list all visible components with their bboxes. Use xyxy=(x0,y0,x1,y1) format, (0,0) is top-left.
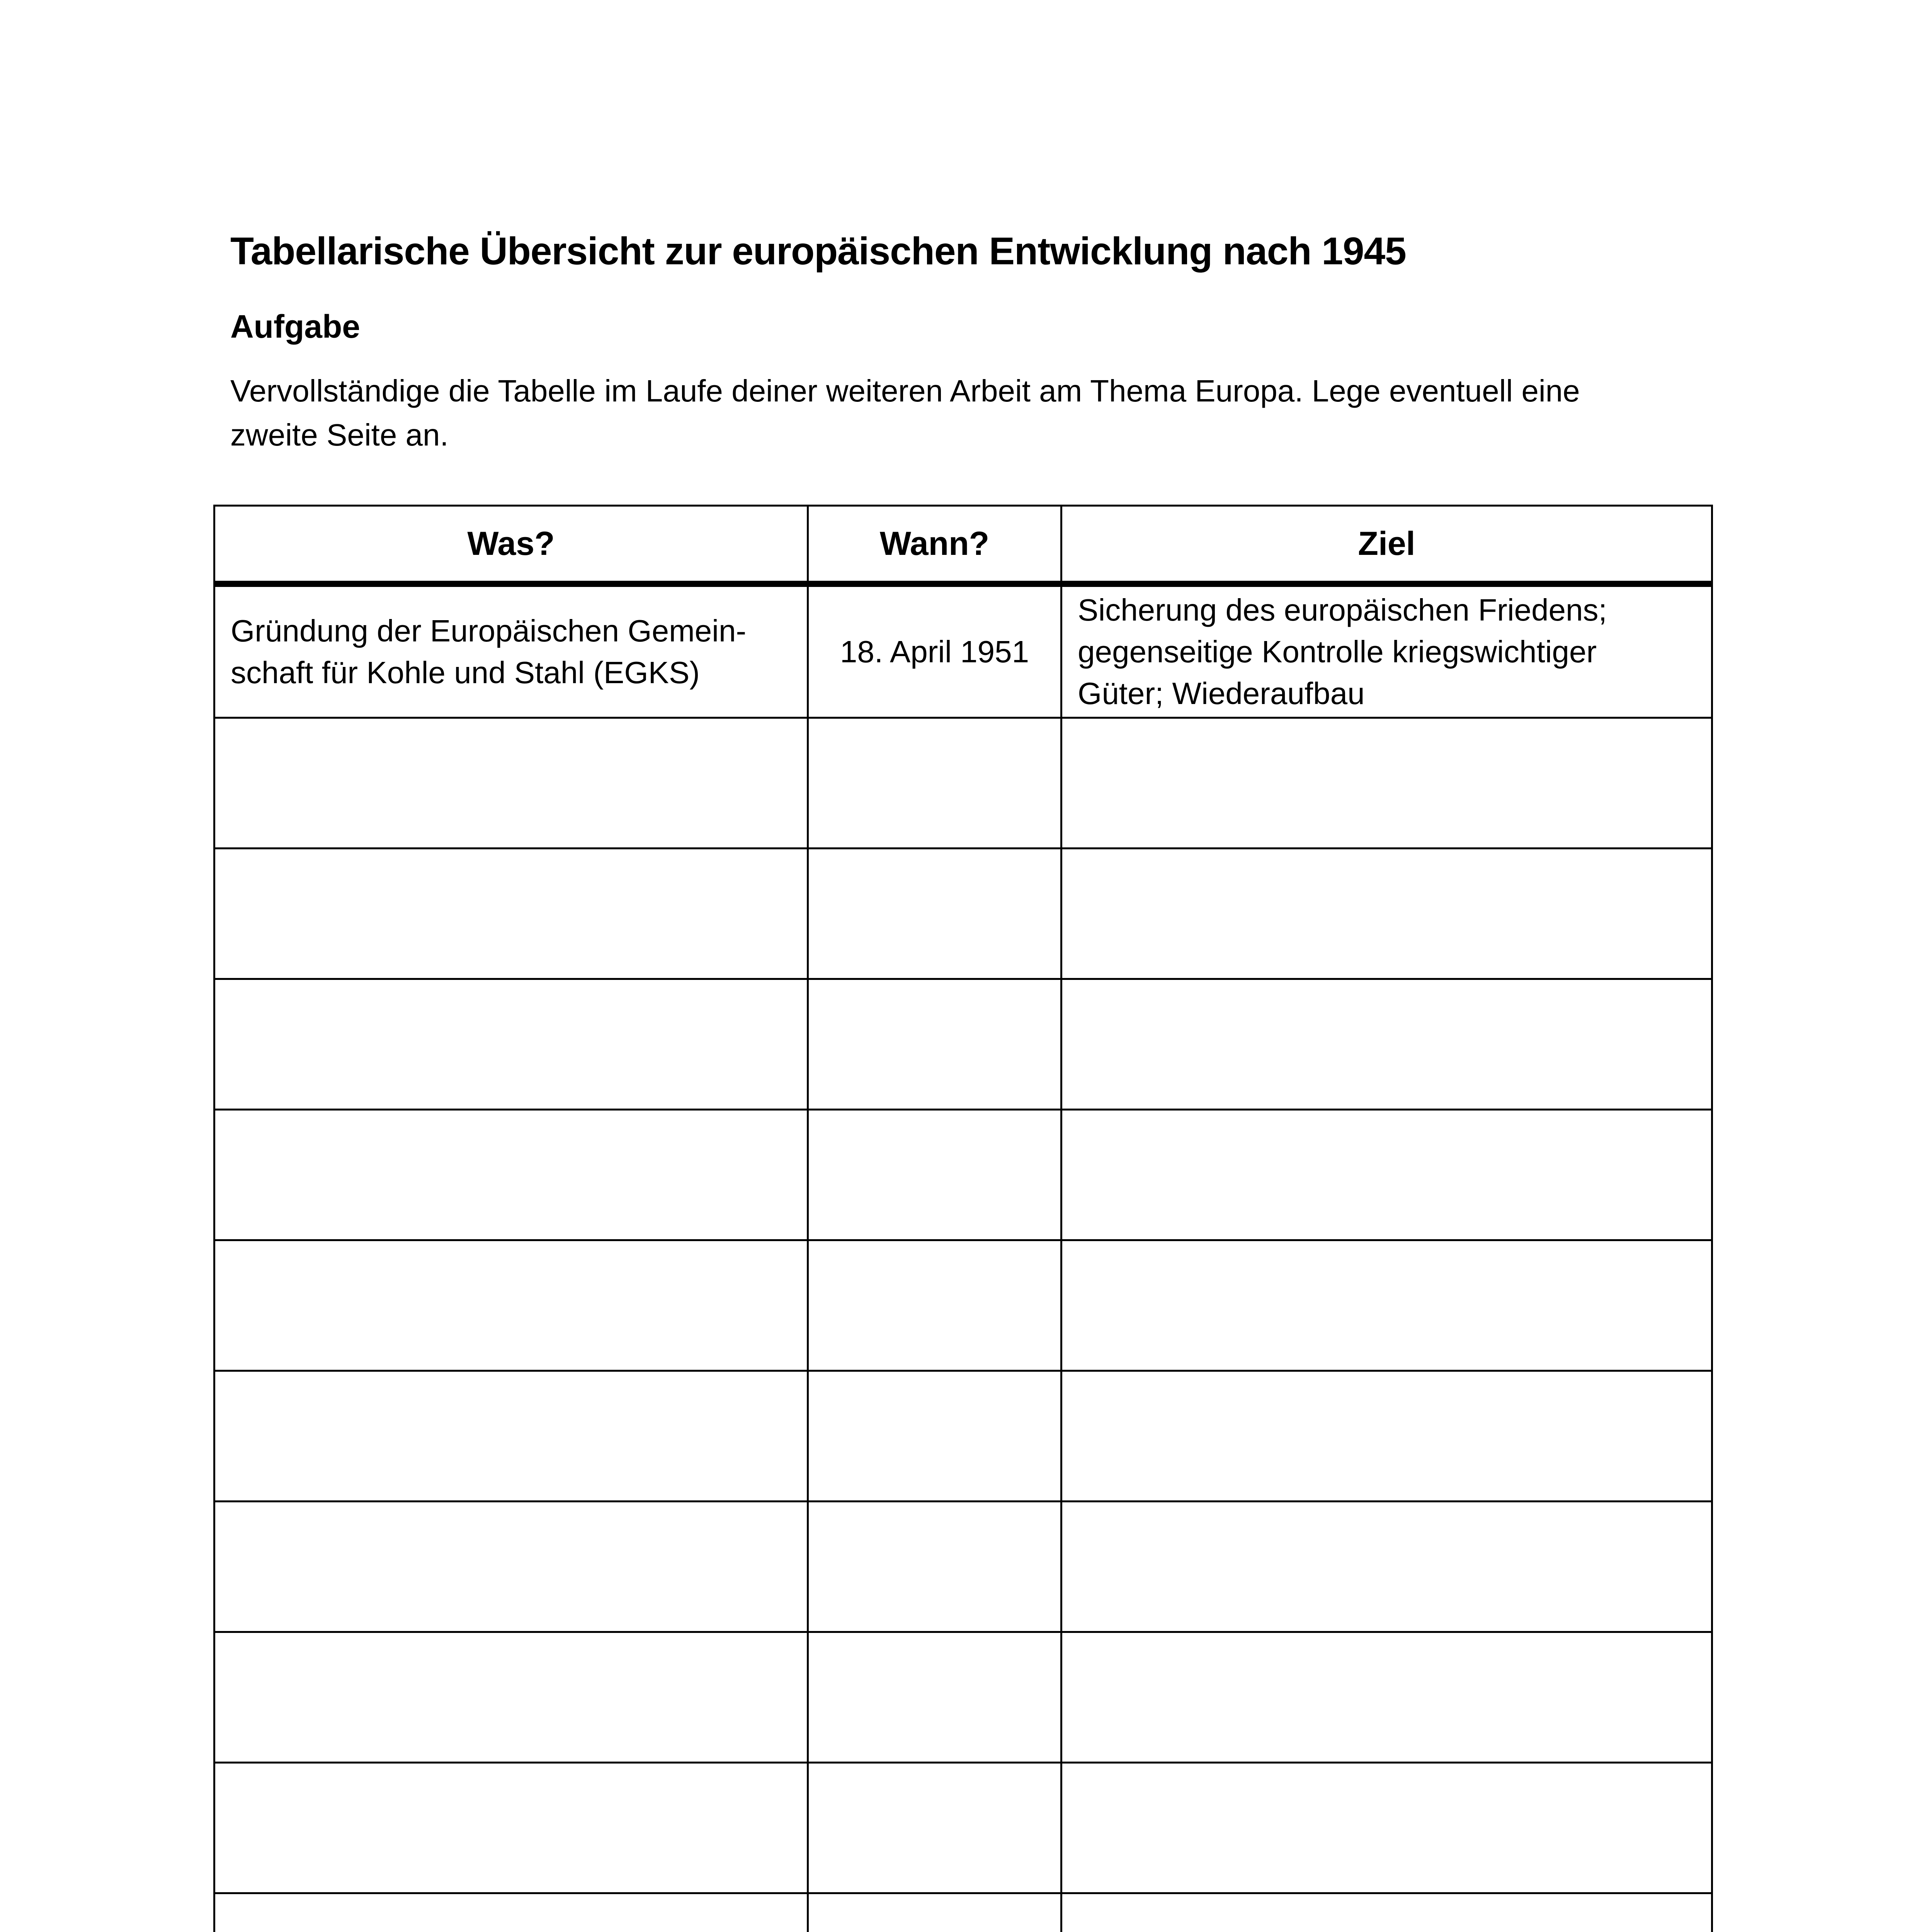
cell-wann xyxy=(808,1502,1061,1632)
table-row xyxy=(214,1110,1712,1240)
cell-was xyxy=(214,1371,808,1502)
task-instructions-line-1: Vervollständige die Tabelle im Laufe deiner weiteren Arbeit am Thema Europa. Lege eventuell eine xyxy=(230,374,1580,408)
table-row xyxy=(214,849,1712,979)
cell-ziel xyxy=(1061,1371,1712,1502)
cell-ziel xyxy=(1061,1240,1712,1371)
cell-was xyxy=(214,584,808,718)
cell-was xyxy=(214,979,808,1110)
table-row xyxy=(214,1371,1712,1502)
page-title: Tabellarische Übersicht zur europäischen Entwicklung nach 1945 xyxy=(230,230,1406,273)
table-row xyxy=(214,584,1712,718)
cell-ziel xyxy=(1061,1763,1712,1893)
cell-was-line: Gründung der Europäischen Gemein- xyxy=(231,614,747,648)
cell-ziel xyxy=(1061,1110,1712,1240)
cell-ziel xyxy=(1061,979,1712,1110)
cell-wann xyxy=(808,979,1061,1110)
cell-ziel-line: Güter; Wiederaufbau xyxy=(1078,676,1365,711)
table-header-row xyxy=(214,506,1712,584)
table-row xyxy=(214,1632,1712,1763)
table-row xyxy=(214,1893,1712,1932)
overview-table xyxy=(213,505,1713,1932)
column-header-wann: Wann? xyxy=(808,506,1061,584)
cell-was xyxy=(214,1632,808,1763)
cell-was xyxy=(214,849,808,979)
cell-was xyxy=(214,1110,808,1240)
cell-wann xyxy=(808,718,1061,849)
task-heading: Aufgabe xyxy=(230,308,360,345)
cell-was xyxy=(214,1763,808,1893)
cell-wann xyxy=(808,1371,1061,1502)
cell-ziel xyxy=(1061,1893,1712,1932)
cell-wann xyxy=(808,849,1061,979)
column-header-was: Was? xyxy=(214,506,808,584)
task-instructions xyxy=(230,369,1699,457)
cell-was xyxy=(214,718,808,849)
cell-ziel xyxy=(1061,849,1712,979)
cell-was xyxy=(214,1893,808,1932)
cell-wann xyxy=(808,1763,1061,1893)
cell-ziel xyxy=(1061,718,1712,849)
cell-wann xyxy=(808,1110,1061,1240)
cell-wann xyxy=(808,1893,1061,1932)
cell-ziel xyxy=(1061,1632,1712,1763)
cell-wann xyxy=(808,1240,1061,1371)
cell-wann xyxy=(808,1632,1061,1763)
cell-was xyxy=(214,1502,808,1632)
task-instructions-line-2: zweite Seite an. xyxy=(230,418,449,452)
cell-ziel-line: Sicherung des europäischen Friedens; xyxy=(1078,593,1607,627)
cell-was xyxy=(214,1240,808,1371)
table-row xyxy=(214,1763,1712,1893)
cell-ziel-line: gegenseitige Kontrolle kriegswichtiger xyxy=(1078,634,1597,669)
cell-ziel xyxy=(1061,1502,1712,1632)
table-row xyxy=(214,718,1712,849)
column-header-ziel: Ziel xyxy=(1061,506,1712,584)
table-row xyxy=(214,1240,1712,1371)
cell-wann: 18. April 1951 xyxy=(808,584,1061,718)
table-row xyxy=(214,979,1712,1110)
cell-ziel xyxy=(1061,584,1712,718)
cell-was-line: schaft für Kohle und Stahl (EGKS) xyxy=(231,655,700,690)
table-row xyxy=(214,1502,1712,1632)
